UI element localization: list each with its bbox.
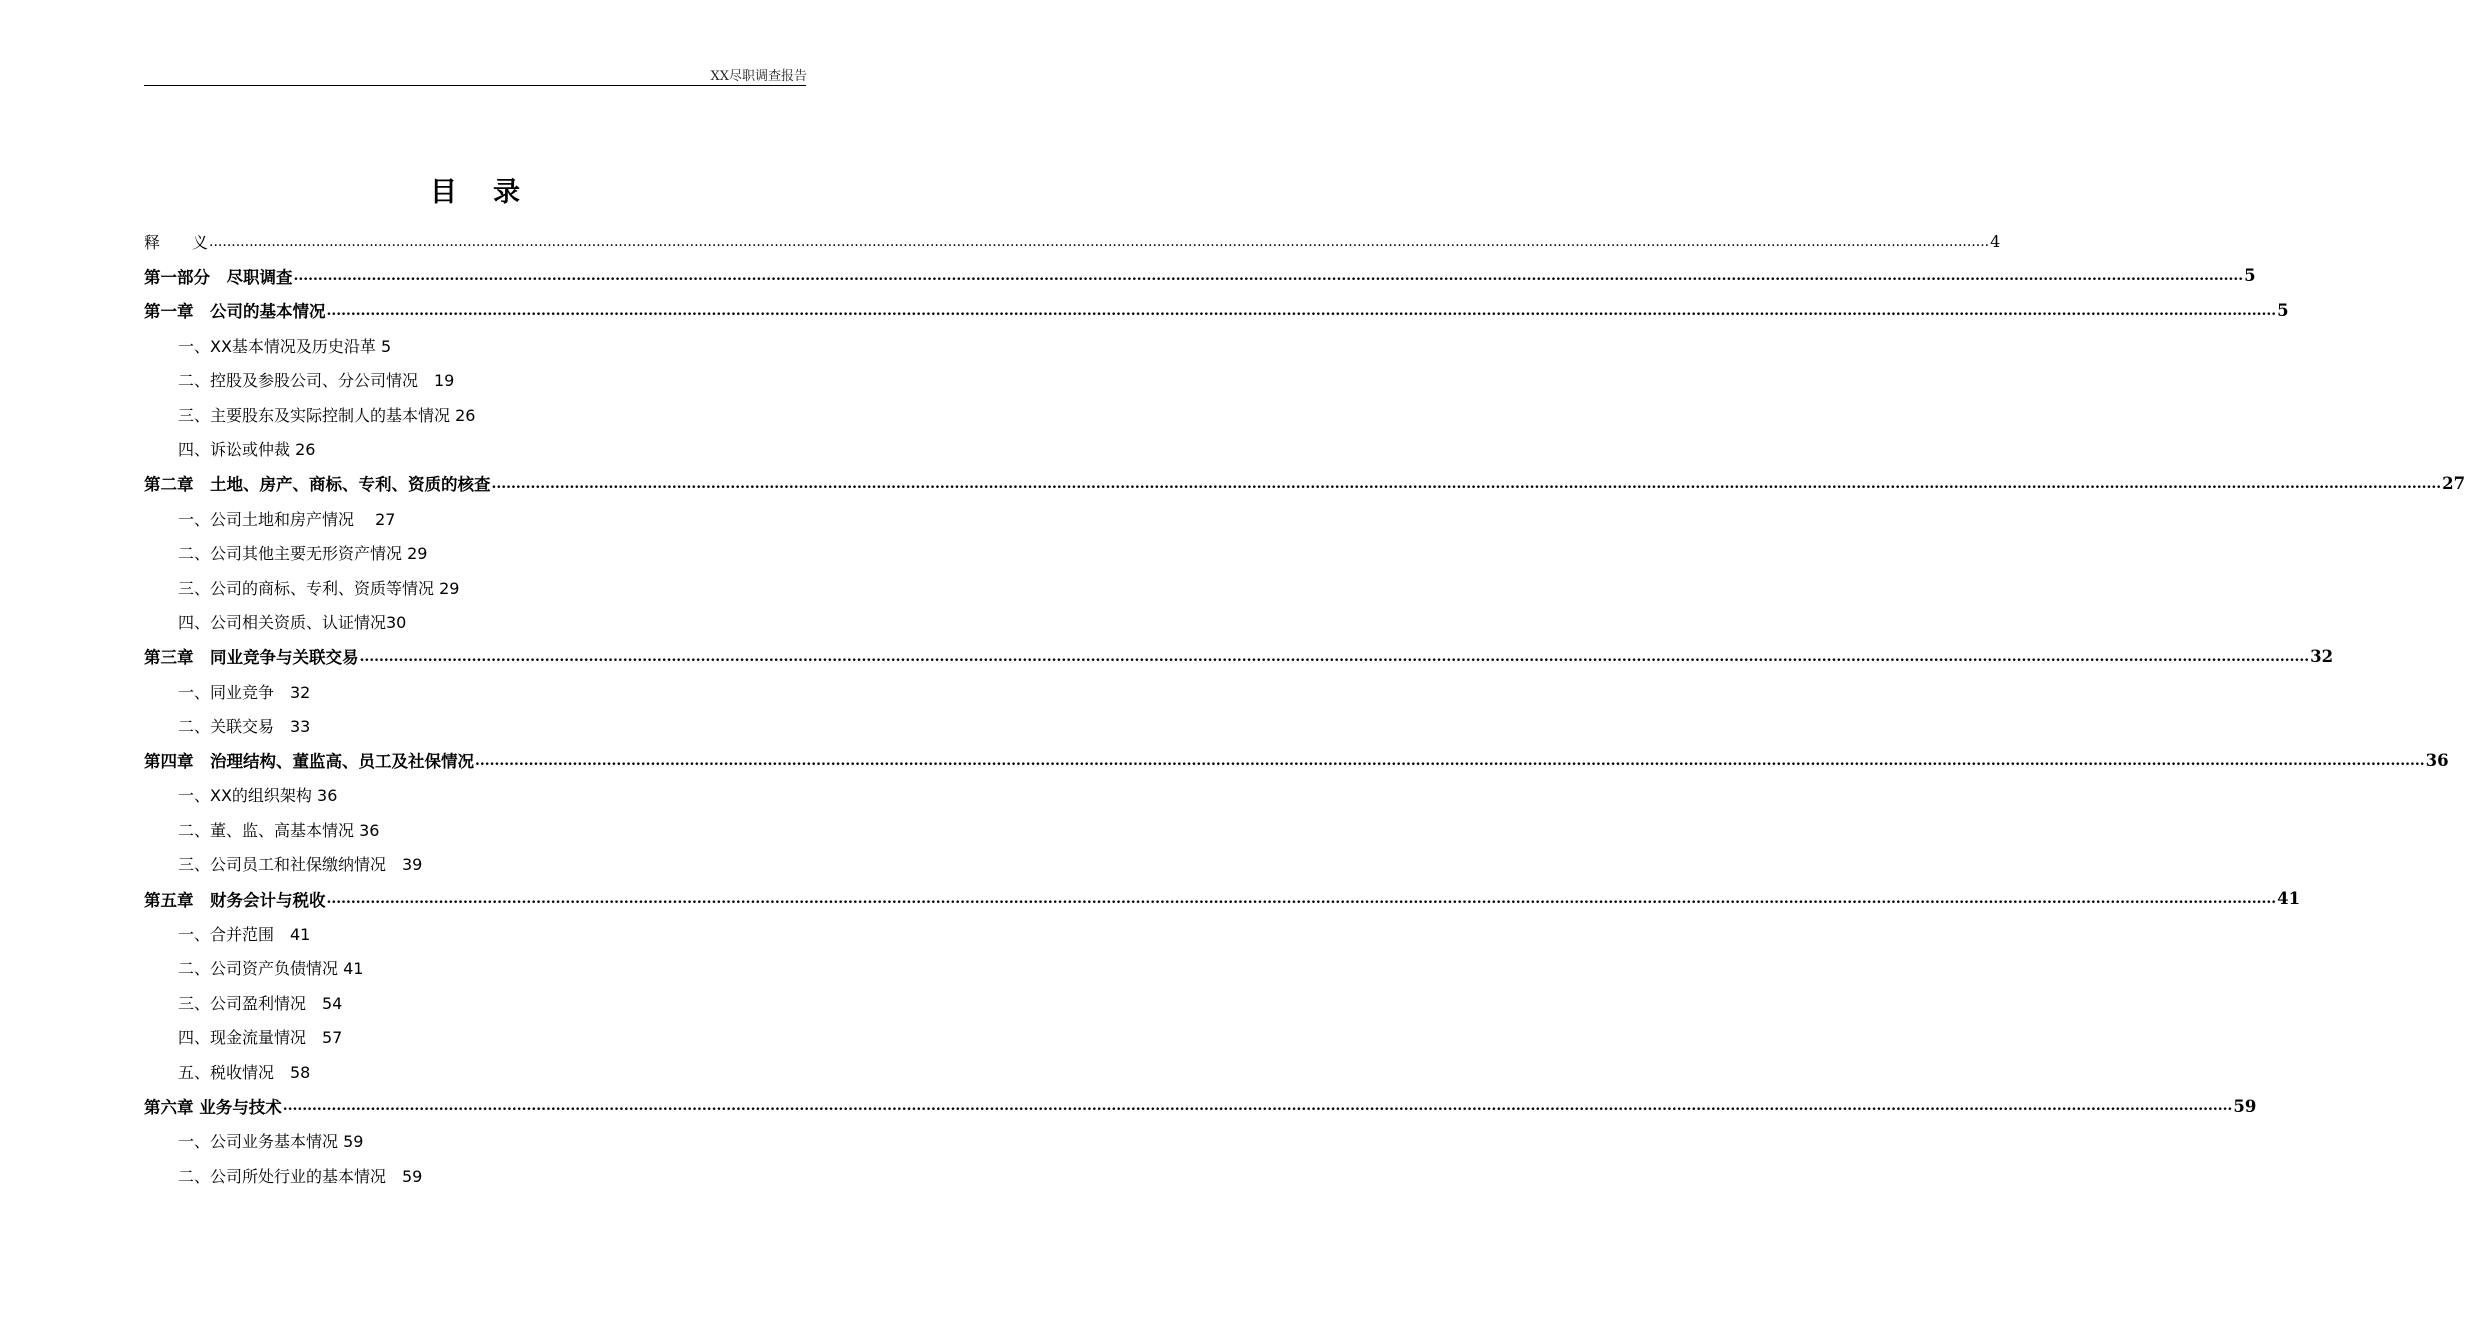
toc-chapter-entry[interactable] [144, 293, 2289, 328]
toc-entry-text: 四、公司相关资质、认证情况30 [178, 613, 407, 633]
toc-entry-label: 第二章 土地、房产、商标、专利、资质的核查 [144, 475, 491, 495]
toc-entry-text: 一、合并范围 41 [178, 924, 311, 944]
toc-page-number: 5 [2277, 300, 2289, 320]
toc-sub-entry[interactable] [144, 501, 806, 536]
toc-entry-text: 一、公司业务基本情况 59 [178, 1132, 364, 1152]
toc-sub-entry[interactable] [144, 812, 806, 847]
toc-entry-label: 第一章 公司的基本情况 [144, 302, 326, 322]
toc-entry-text: 三、公司员工和社保缴纳情况 39 [178, 855, 423, 875]
toc-entry-text: 四、诉讼或仲裁 26 [178, 440, 316, 460]
toc-entry-label: 第四章 治理结构、董监高、员工及社保情况 [144, 752, 474, 772]
toc-sub-entry[interactable] [144, 397, 806, 432]
toc-sub-entry[interactable] [144, 1123, 806, 1158]
toc-entry-text: 五、税收情况 58 [178, 1063, 311, 1083]
toc-entry-text: 二、控股及参股公司、分公司情况 19 [178, 371, 455, 391]
toc-page-number: 36 [2425, 750, 2449, 770]
toc-entry-text: 二、董、监、高基本情况 36 [178, 820, 380, 840]
dot-leader: ................................................................................................................................................................................................................................................................................................................................................................................................................ [326, 890, 2277, 907]
toc-sub-entry[interactable] [144, 916, 806, 951]
toc-sub-entry[interactable] [144, 674, 806, 709]
toc-chapter-entry[interactable] [144, 639, 2334, 674]
toc-sub-entry[interactable] [144, 570, 806, 605]
dot-leader: ................................................................................................................................................................................................................................................................................................................................................................................................................ [326, 302, 2277, 319]
toc-entry-text: 二、关联交易 33 [178, 717, 311, 737]
toc-entry-text: 二、公司所处行业的基本情况 59 [178, 1166, 423, 1186]
toc-sub-entry[interactable] [144, 1054, 806, 1089]
header-rule [144, 85, 806, 86]
toc-entry-label: 第六章 业务与技术 [144, 1098, 282, 1118]
dot-leader: ................................................................................................................................................................................................................................................................................................................................................................................................................ [282, 1098, 2233, 1115]
toc-sub-entry[interactable] [144, 847, 806, 882]
toc-sub-entry[interactable] [144, 362, 806, 397]
toc-title: 目录 [430, 177, 556, 208]
toc-entry-label: 释 义 [144, 232, 209, 252]
toc-entry-text: 四、现金流量情况 57 [178, 1028, 343, 1048]
dot-leader: ................................................................................................................................................................................................................................................................................................................................................................................................................ [491, 475, 2442, 492]
toc-chapter-entry[interactable] [144, 743, 2449, 778]
toc-entry[interactable] [144, 224, 2001, 259]
dot-leader: ................................................................................................................................................................................................................................................................................................................................................................................................................ [293, 268, 2244, 285]
toc-entry-text: 三、公司盈利情况 54 [178, 993, 343, 1013]
toc-chapter-entry[interactable] [144, 881, 2301, 916]
toc-entry-text: 二、公司资产负债情况 41 [178, 959, 364, 979]
toc-page-number: 41 [2277, 889, 2301, 909]
toc-sub-entry[interactable] [144, 535, 806, 570]
toc-sub-entry[interactable] [144, 950, 806, 985]
dot-leader: ................................................................................................................................................................................................................................................................................................................................................................................................................ [359, 648, 2310, 665]
toc-entry-text: 一、XX的组织架构 36 [178, 786, 338, 806]
toc-page-number: 59 [2233, 1096, 2257, 1116]
toc-sub-entry[interactable] [144, 1158, 806, 1193]
toc-sub-entry[interactable] [144, 708, 806, 743]
dot-leader: ................................................................................................................................................................................................................................................................................................................................................................................................................ [475, 752, 2425, 769]
toc-entry-label: 第五章 财务会计与税收 [144, 890, 326, 910]
toc-sub-entry[interactable] [144, 605, 806, 640]
toc-page-number: 27 [2442, 473, 2465, 493]
toc-chapter-entry[interactable] [144, 466, 2465, 501]
toc-entry-text: 三、主要股东及实际控制人的基本情况 26 [178, 405, 476, 425]
toc-entry-text: 一、XX基本情况及历史沿革 5 [178, 336, 392, 356]
toc-sub-entry[interactable] [144, 328, 806, 363]
toc-entry-label: 第一部分 尽职调查 [144, 267, 293, 287]
page-header: XX尽职调查报告 [710, 69, 807, 84]
toc-entry-text: 一、公司土地和房产情况 27 [178, 509, 396, 529]
toc-chapter-entry[interactable] [144, 1089, 2257, 1124]
toc-entry-text: 三、公司的商标、专利、资质等情况 29 [178, 578, 460, 598]
toc-sub-entry[interactable] [144, 432, 806, 467]
toc-entry-text: 一、同业竞争 32 [178, 682, 311, 702]
dot-leader: ................................................................................................................................................................................................................................................................................................................................................................................................................ [209, 233, 1990, 250]
toc-page-number: 4 [1990, 231, 2001, 251]
toc-page-number: 32 [2310, 646, 2334, 666]
toc-entry-label: 第三章 同业竞争与关联交易 [144, 648, 359, 668]
toc-sub-entry[interactable] [144, 985, 806, 1020]
toc-entry-text: 二、公司其他主要无形资产情况 29 [178, 544, 428, 564]
table-of-contents [144, 224, 2465, 1193]
toc-sub-entry[interactable] [144, 1020, 806, 1055]
toc-chapter-entry[interactable] [144, 259, 2256, 294]
toc-page-number: 5 [2244, 266, 2256, 286]
toc-sub-entry[interactable] [144, 778, 806, 813]
